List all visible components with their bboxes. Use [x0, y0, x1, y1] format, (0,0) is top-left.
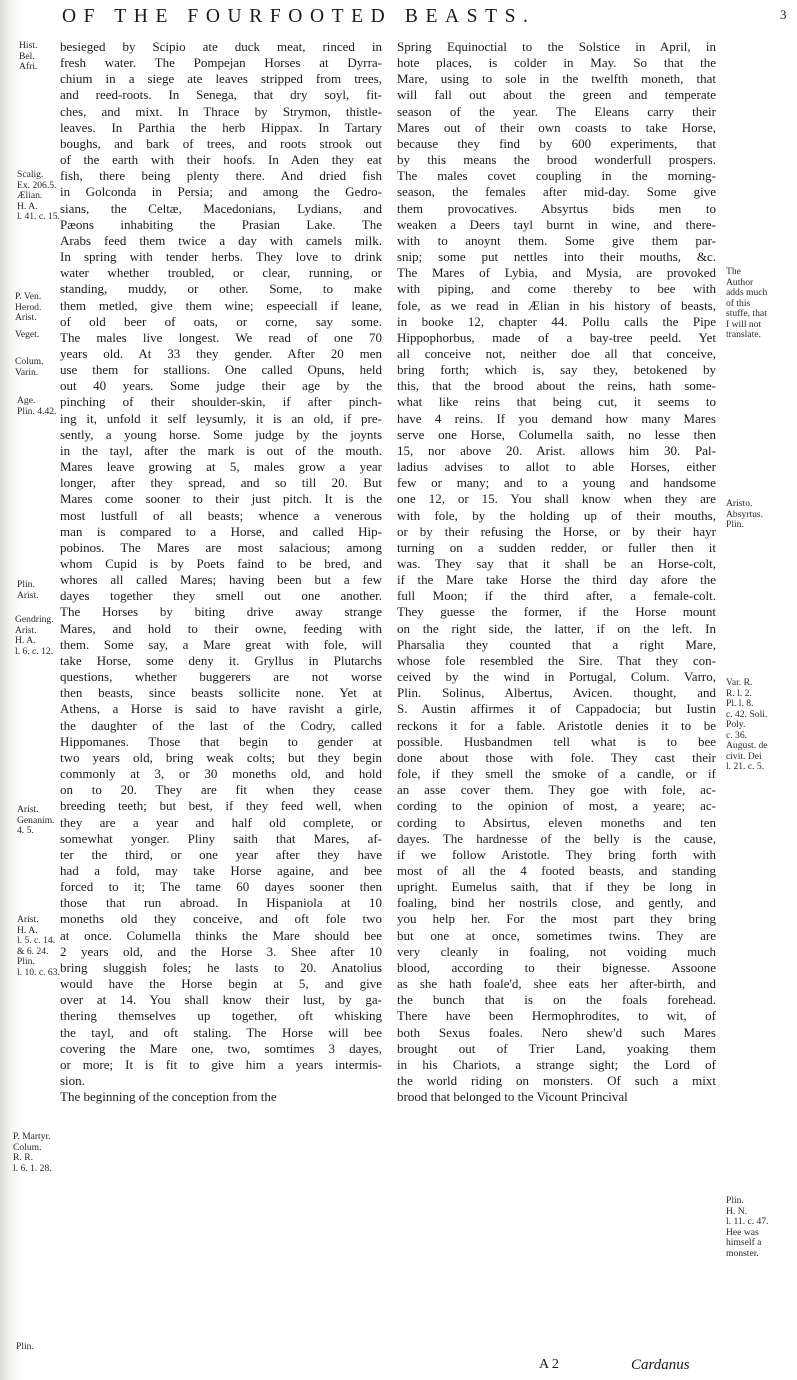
margin-note-line: Plin.	[16, 1341, 34, 1352]
text-line: bring sluggish foles; he lasts to 20. Anatolius	[60, 959, 382, 975]
text-line: S. Austin affirmes it of Cappadocia; but Iustin	[397, 701, 716, 717]
text-line: man is compared to a Horse, and called Hip-	[60, 523, 382, 539]
running-title: OF THE FOURFOOTED BEASTS.	[62, 6, 536, 27]
text-line: brought out of Trier Land, yoaking them	[397, 1040, 716, 1056]
text-line: forced to it; The tame 60 dayes sooner then	[60, 879, 382, 895]
margin-note-line: Plin. 4.42.	[17, 405, 57, 417]
margin-note-genanim	[17, 805, 55, 837]
text-line: standing, muddy, or other. Some, to make	[60, 281, 382, 297]
text-line: of old beer of oats, or corne, say some.	[60, 313, 382, 329]
text-line: Mares out of their own coasts to take Horse,	[397, 119, 716, 135]
text-line: foaling, bind her nostrils close, and gently, and	[397, 895, 716, 911]
text-line: use them for stallions. One called Opuns, held	[60, 362, 382, 378]
text-line: sion.	[60, 1073, 85, 1088]
text-line: with to anoynt them. Some give them par-	[397, 232, 716, 248]
text-line: The males live longest. We read of one 70	[60, 329, 382, 345]
text-line: in booke 12, chapter 44. Pollu calls the Pipe	[397, 313, 716, 329]
margin-note-line: H. A.	[15, 635, 36, 646]
text-line: if the Mare take Horse the third day afore the	[397, 572, 716, 588]
text-line: brood that belonged to the Vicount Princival	[397, 1089, 628, 1105]
margin-note-line: l. 6. c. 12.	[15, 645, 54, 657]
text-line: weaken a Deers tayl burnt in wine, and there-	[397, 216, 716, 232]
margin-note-line: l. 21. c. 5.	[726, 761, 765, 772]
text-line: with piping, and come thereby to bee with	[397, 281, 716, 297]
text-line: whom Cupid is by Poets faind to be bred, and	[60, 556, 382, 571]
margin-note-line: Arist.	[17, 914, 39, 925]
text-line: most of all the 4 footed beasts, and standing	[397, 862, 716, 878]
text-line: turning on a sudden redder, or fuller then it	[397, 539, 716, 555]
text-line: on the right side, the latter, if on the left. In	[397, 620, 716, 636]
left-text-column	[60, 39, 382, 1105]
text-line: moneths old they conceive, and oft fole two	[60, 911, 382, 927]
text-line: Pæons inhabiting the Prasian Lake. The	[60, 216, 382, 232]
text-line: the daughter of the last of the Codry, called	[60, 717, 382, 733]
text-line: both Sexus foales. Nero shew'd such Mares	[397, 1024, 716, 1040]
margin-note-line: Scalig.	[17, 169, 44, 180]
margin-note-line: Veget.	[15, 328, 40, 340]
text-line: fish, there being plenty there. And dried fish	[60, 168, 382, 184]
text-line: dayes together they smell out one another.	[60, 588, 382, 604]
text-line: take Horse, some deny it. Gryllus in Plutarchs	[60, 652, 382, 668]
margin-note-line: Arist.	[15, 312, 37, 323]
text-line: what like reins that being cut, it seems to	[397, 394, 716, 410]
text-line: out 40 years. Some judge their age by the	[60, 378, 382, 394]
margin-note-age	[17, 396, 56, 417]
text-line: or by their refusing the Horse, or by their hayr	[397, 523, 716, 539]
text-line: very cleanly in foaling, not voiding much	[397, 943, 716, 959]
text-line: will fall out about the green and temperate	[397, 87, 716, 103]
margin-note-line: Hist.	[19, 40, 38, 51]
text-line: dayes. The hardnesse of the belly is the cause,	[397, 830, 716, 846]
margin-note-hist	[19, 41, 37, 73]
text-line: an asse cover them. They goe with fole, ac-	[397, 782, 716, 798]
text-line: whores all called Mares; having been but a few	[60, 572, 382, 588]
text-line: on to 20. They are fit when they cease	[60, 782, 382, 798]
text-line: ter the third, or one year after they have	[60, 846, 382, 862]
margin-note-author	[726, 267, 767, 341]
text-line: fresh water. The Pompejan Horses at Dyrra-	[60, 55, 382, 71]
text-line: one 12, or 15. You shall know when they are	[397, 491, 716, 507]
page-mark: 3	[780, 7, 787, 22]
text-line: blood, according to their bignesse. Assoone	[397, 959, 716, 975]
text-line: upright. Eumelus saith, that if they be long in	[397, 879, 716, 895]
text-line: you help her. For the most part they bring	[397, 911, 716, 927]
text-line: with fole, by the holding up of their mouths,	[397, 507, 716, 523]
text-line: Arabs feed them twice a day with camels milk.	[60, 232, 382, 248]
margin-note-line: adds much	[726, 287, 768, 298]
text-line: ches, and mixt. In Thrace by Strymon, thistle-	[60, 103, 382, 119]
margin-note-gendring	[15, 615, 54, 657]
text-line: them metled, give them wine; espeeciall if leane,	[60, 297, 382, 313]
text-line: possible. Husbandmen tell what is to bee	[397, 733, 716, 749]
text-line: questions, whether buggerers are not worse	[60, 669, 382, 685]
text-line: if we follow Aristotle. They bring forth with	[397, 846, 716, 862]
text-line: those that run abroad. In Hispaniola at 10	[60, 895, 382, 911]
margin-note-line: & 6. 24.	[17, 945, 49, 957]
text-line: years old. At 33 they gender. After 20 men	[60, 345, 382, 361]
text-line: they are a year and half old complete, or	[60, 814, 382, 830]
margin-note-aristo	[726, 499, 763, 531]
text-line: the world riding on monsters. Of such a mixt	[397, 1073, 716, 1088]
margin-note-line: H. A.	[17, 924, 38, 936]
text-line: In spring with tender herbs. They love to drink	[60, 249, 382, 265]
margin-note-line: c. 36.	[726, 729, 748, 741]
margin-note-line: l. 5. c. 14.	[17, 935, 56, 946]
text-line: Mares leave growing at 5, males grow a year	[60, 459, 382, 475]
margin-note-monster	[726, 1196, 769, 1259]
catchword: Cardanus	[631, 1357, 690, 1373]
margin-note-line: P. Ven.	[15, 291, 42, 302]
running-header	[62, 6, 787, 36]
margin-note-line: Plin.	[726, 519, 744, 530]
text-line: them. Some say, a Mare great with fole, will	[60, 636, 382, 652]
text-line: in the tayl, after the mark is out of the mouth.	[60, 442, 382, 458]
margin-note-line: l. 10. c. 63.	[17, 966, 60, 978]
margin-note-line: The	[726, 266, 741, 277]
margin-note-line: Colum.	[15, 356, 44, 367]
margin-note-line: Genanim.	[17, 814, 55, 826]
text-line: was. They say that it shall be an Horse-colt,	[397, 556, 716, 571]
text-line: 2 years old, and the Horse 3. Shee after 10	[60, 943, 382, 959]
text-line: commonly at 3, or 30 moneths old, and hold	[60, 766, 382, 782]
text-line: Plin. Solinus, Albertus, Avicen. thought, and	[397, 685, 716, 701]
text-line: at once. Columella thinks the Mare should bee	[60, 927, 382, 943]
text-line: them provocatives. Absyrtus bids men to	[397, 200, 716, 216]
text-line: hote places, is colder in May. So that the	[397, 55, 716, 71]
margin-note-line: l. 11. c. 47.	[726, 1216, 769, 1227]
text-line: as she hath foale'd, shee eats her after-birth, and	[397, 976, 716, 992]
signature-mark: A 2	[539, 1357, 559, 1372]
text-line: Hippophorbus, made of a bay-tree peeld. Yet	[397, 329, 716, 345]
margin-note-line: I will not	[726, 318, 762, 330]
text-line: The Horses by biting drive away strange	[60, 604, 382, 620]
text-line: season of the year. The Eleans carry their	[397, 103, 716, 119]
text-line: but one at once, sometimes twins. They are	[397, 927, 716, 943]
text-line: somewhat yonger. Pliny saith that Mares, af-	[60, 830, 382, 846]
text-line: The beginning of the conception from the	[60, 1089, 277, 1105]
text-line: ing it, unfold it self leysumly, it is an old, if pre-	[60, 410, 382, 426]
text-line: longer, after they spread, and so till 20. But	[60, 475, 382, 491]
text-line: few or many; and to a young and handsome	[397, 475, 716, 491]
text-line: and reed-roots. In Senega, that dry soyl, fit-	[60, 87, 382, 103]
margin-note-line: Plin.	[17, 579, 35, 590]
text-line: The Mares of Lybia, and Mysia, are provoked	[397, 265, 716, 281]
margin-note-line: translate.	[726, 329, 761, 340]
text-line: have 4 reins. If you demand how many Mares	[397, 410, 716, 426]
margin-note-line: Colum.	[13, 1141, 42, 1153]
margin-note-line: l. 6. 1. 28.	[13, 1162, 52, 1174]
margin-note-line: civit. Dei	[726, 750, 762, 762]
margin-note-line: Author	[726, 276, 754, 288]
text-line: breeding teeth; but best, if they feed well, when	[60, 798, 382, 814]
margin-note-line: Ex. 206.5.	[17, 179, 57, 191]
text-line: sently, a young horse. Some judge by the joynts	[60, 426, 382, 442]
text-line: this, that the brood about the reins, hath some-	[397, 378, 716, 394]
text-line: or more; It is fit to give him a years intermis-	[60, 1056, 382, 1072]
text-line: 15, nor above 20. Arist. allows him 30. Pal-	[397, 442, 716, 458]
margin-note-colum	[15, 357, 44, 378]
margin-note-line: Bel.	[19, 50, 35, 62]
text-line: The males covet coupling in the morning-	[397, 168, 716, 184]
text-line: done about those with fole. They cast their	[397, 749, 716, 765]
margin-note-line: Plin.	[17, 956, 35, 967]
margin-note-line: Herod.	[15, 301, 42, 313]
margin-note-varro	[726, 678, 768, 773]
text-line: Hippomanes. Those that begin to gender at	[60, 733, 382, 749]
text-line: the bunch that is on the foals forehead.	[397, 992, 716, 1008]
text-line: had a fold, may take Horse againe, and bee	[60, 862, 382, 878]
text-line: in Golconda in Persia; and among the Gedro-	[60, 184, 382, 200]
margin-note-ha	[17, 915, 60, 978]
margin-note-line: H. A.	[17, 200, 38, 212]
text-line: over at 14. You shall know their lust, by ga-	[60, 992, 382, 1008]
margin-note-line: Ælian.	[17, 190, 43, 201]
margin-note-line: H. N.	[726, 1205, 748, 1217]
text-line: thering themselves up together, oft whisking	[60, 1008, 382, 1024]
margin-note-line: 4. 5.	[17, 825, 34, 836]
text-line: Spring Equinoctial to the Solstice in April, in	[397, 39, 716, 54]
text-line: fole, as we read in Ælian in his history of beasts,	[397, 297, 716, 313]
text-line: then beasts, since beasts sollicite none. Yet at	[60, 685, 382, 701]
text-line: pinching of their shoulder-skin, if after pinch-	[60, 394, 382, 410]
text-line: cording to Absirtus, eleven moneths and ten	[397, 814, 716, 830]
right-text-column	[397, 39, 716, 1105]
margin-note-line: of this	[726, 297, 751, 309]
text-line: reckons it for a fable. Aristotle denies it to be	[397, 717, 716, 733]
margin-note-plin-2	[16, 1342, 34, 1353]
text-line: snip; some put nettles into their mouths, &c.	[397, 249, 716, 265]
text-line: because they find by 600 experiments, that	[397, 135, 716, 151]
margin-note-line: R. l. 2.	[726, 687, 752, 699]
text-line: season, the females after mid-day. Some give	[397, 184, 716, 200]
text-line: whose fole resembled the Sire. That they con-	[397, 652, 716, 668]
margin-note-line: R. R.	[13, 1152, 33, 1163]
margin-note-line: Arist.	[15, 624, 37, 636]
text-line: Athens, a Horse is said to have ravisht a girle,	[60, 701, 382, 717]
margin-note-line: Plin.	[726, 1195, 744, 1206]
margin-note-line: P. Martyr.	[13, 1131, 51, 1142]
margin-note-line: August. de	[726, 740, 768, 751]
margin-note-line: monster.	[726, 1247, 759, 1259]
text-line: besieged by Scipio ate duck meat, rinced in	[60, 39, 382, 54]
margin-note-line: Arist.	[17, 589, 39, 601]
text-line: Mares, and hold to their owne, feeding with	[60, 620, 382, 636]
text-line: boughs, and bark of trees, and roots strook out	[60, 135, 382, 151]
margin-note-line: Var. R.	[726, 677, 753, 688]
margin-note-pmartyr	[13, 1132, 52, 1174]
text-line: of the earth with their hoofs. In Aden they eat	[60, 152, 382, 168]
text-line: cording to the opinion of most, a yeare; ac-	[397, 798, 716, 814]
text-line: Mare, using to sole in the twelfth moneth, that	[397, 71, 716, 87]
text-line: all conceive not, neither doe all that conceive,	[397, 345, 716, 361]
margin-note-line: himself a	[726, 1237, 762, 1248]
text-line: sians, the Celtæ, Macedonians, Lydians, and	[60, 200, 382, 216]
text-line: They guesse the former, if the Horse mount	[397, 604, 716, 620]
margin-note-scalig	[17, 170, 60, 223]
margin-note-line: stuffe, that	[726, 308, 767, 319]
text-line: in his Chariots, a strange sight; the Lord of	[397, 1056, 716, 1072]
text-line: serve one Horse, Columella saith, no lesse then	[397, 426, 716, 442]
text-line: water whether troubled, or clear, running, or	[60, 265, 382, 281]
text-line: leaves. In Parthia the herb Hippax. In Tartary	[60, 119, 382, 135]
text-line: pobinos. The Mares are most salacious; among	[60, 539, 382, 555]
margin-note-line: Arist.	[17, 804, 39, 815]
margin-note-line: Aristo.	[726, 498, 753, 509]
text-line: covering the Mare one, two, somtimes 3 dayes,	[60, 1040, 382, 1056]
margin-note-line: Varin.	[15, 366, 39, 378]
text-line: Mares come sooner to their just pitch. It is the	[60, 491, 382, 507]
margin-note-plin	[17, 580, 39, 601]
text-line: two years old, bring weak colts; but they begin	[60, 749, 382, 765]
margin-note-line: Age.	[17, 395, 36, 406]
margin-note-line: Absyrtus.	[726, 508, 764, 520]
margin-note-line: Poly.	[726, 719, 746, 730]
text-line: would have the Horse begin at 5, and give	[60, 976, 382, 992]
text-line: by this means the brood wonderfull prospers.	[397, 152, 716, 168]
margin-note-line: Gendring.	[15, 614, 54, 625]
text-line: chium in a siege ate leaves stripped from trees,	[60, 71, 382, 87]
margin-note-line: Hee was	[726, 1226, 759, 1238]
margin-note-line: c. 42. Soli.	[726, 708, 768, 720]
text-line: There have been Hermophrodites, to wit, of	[397, 1008, 716, 1024]
text-line: Pharsalia they counted that a right Mare,	[397, 636, 716, 652]
text-line: full Moon; if the third after, a female-colt.	[397, 588, 716, 604]
margin-note-line: l. 41. c. 15.	[17, 211, 60, 222]
margin-note-line: Afri.	[19, 61, 38, 72]
text-line: most lustfull of all beasts; whence a venerous	[60, 507, 382, 523]
text-line: ladius advises to allot to able Horses, either	[397, 459, 716, 475]
text-line: ceived by the wind in Portugal, Colum. Varro,	[397, 669, 716, 685]
margin-note-pven	[15, 292, 41, 340]
text-line: the tayl, and oft staling. The Horse will bee	[60, 1024, 382, 1040]
text-line: bring forth; which is, say they, betokened by	[397, 362, 716, 378]
margin-note-line: Pl. l. 8.	[726, 698, 754, 709]
text-line: fole, if they smell the smoke of a candle, or if	[397, 766, 716, 782]
